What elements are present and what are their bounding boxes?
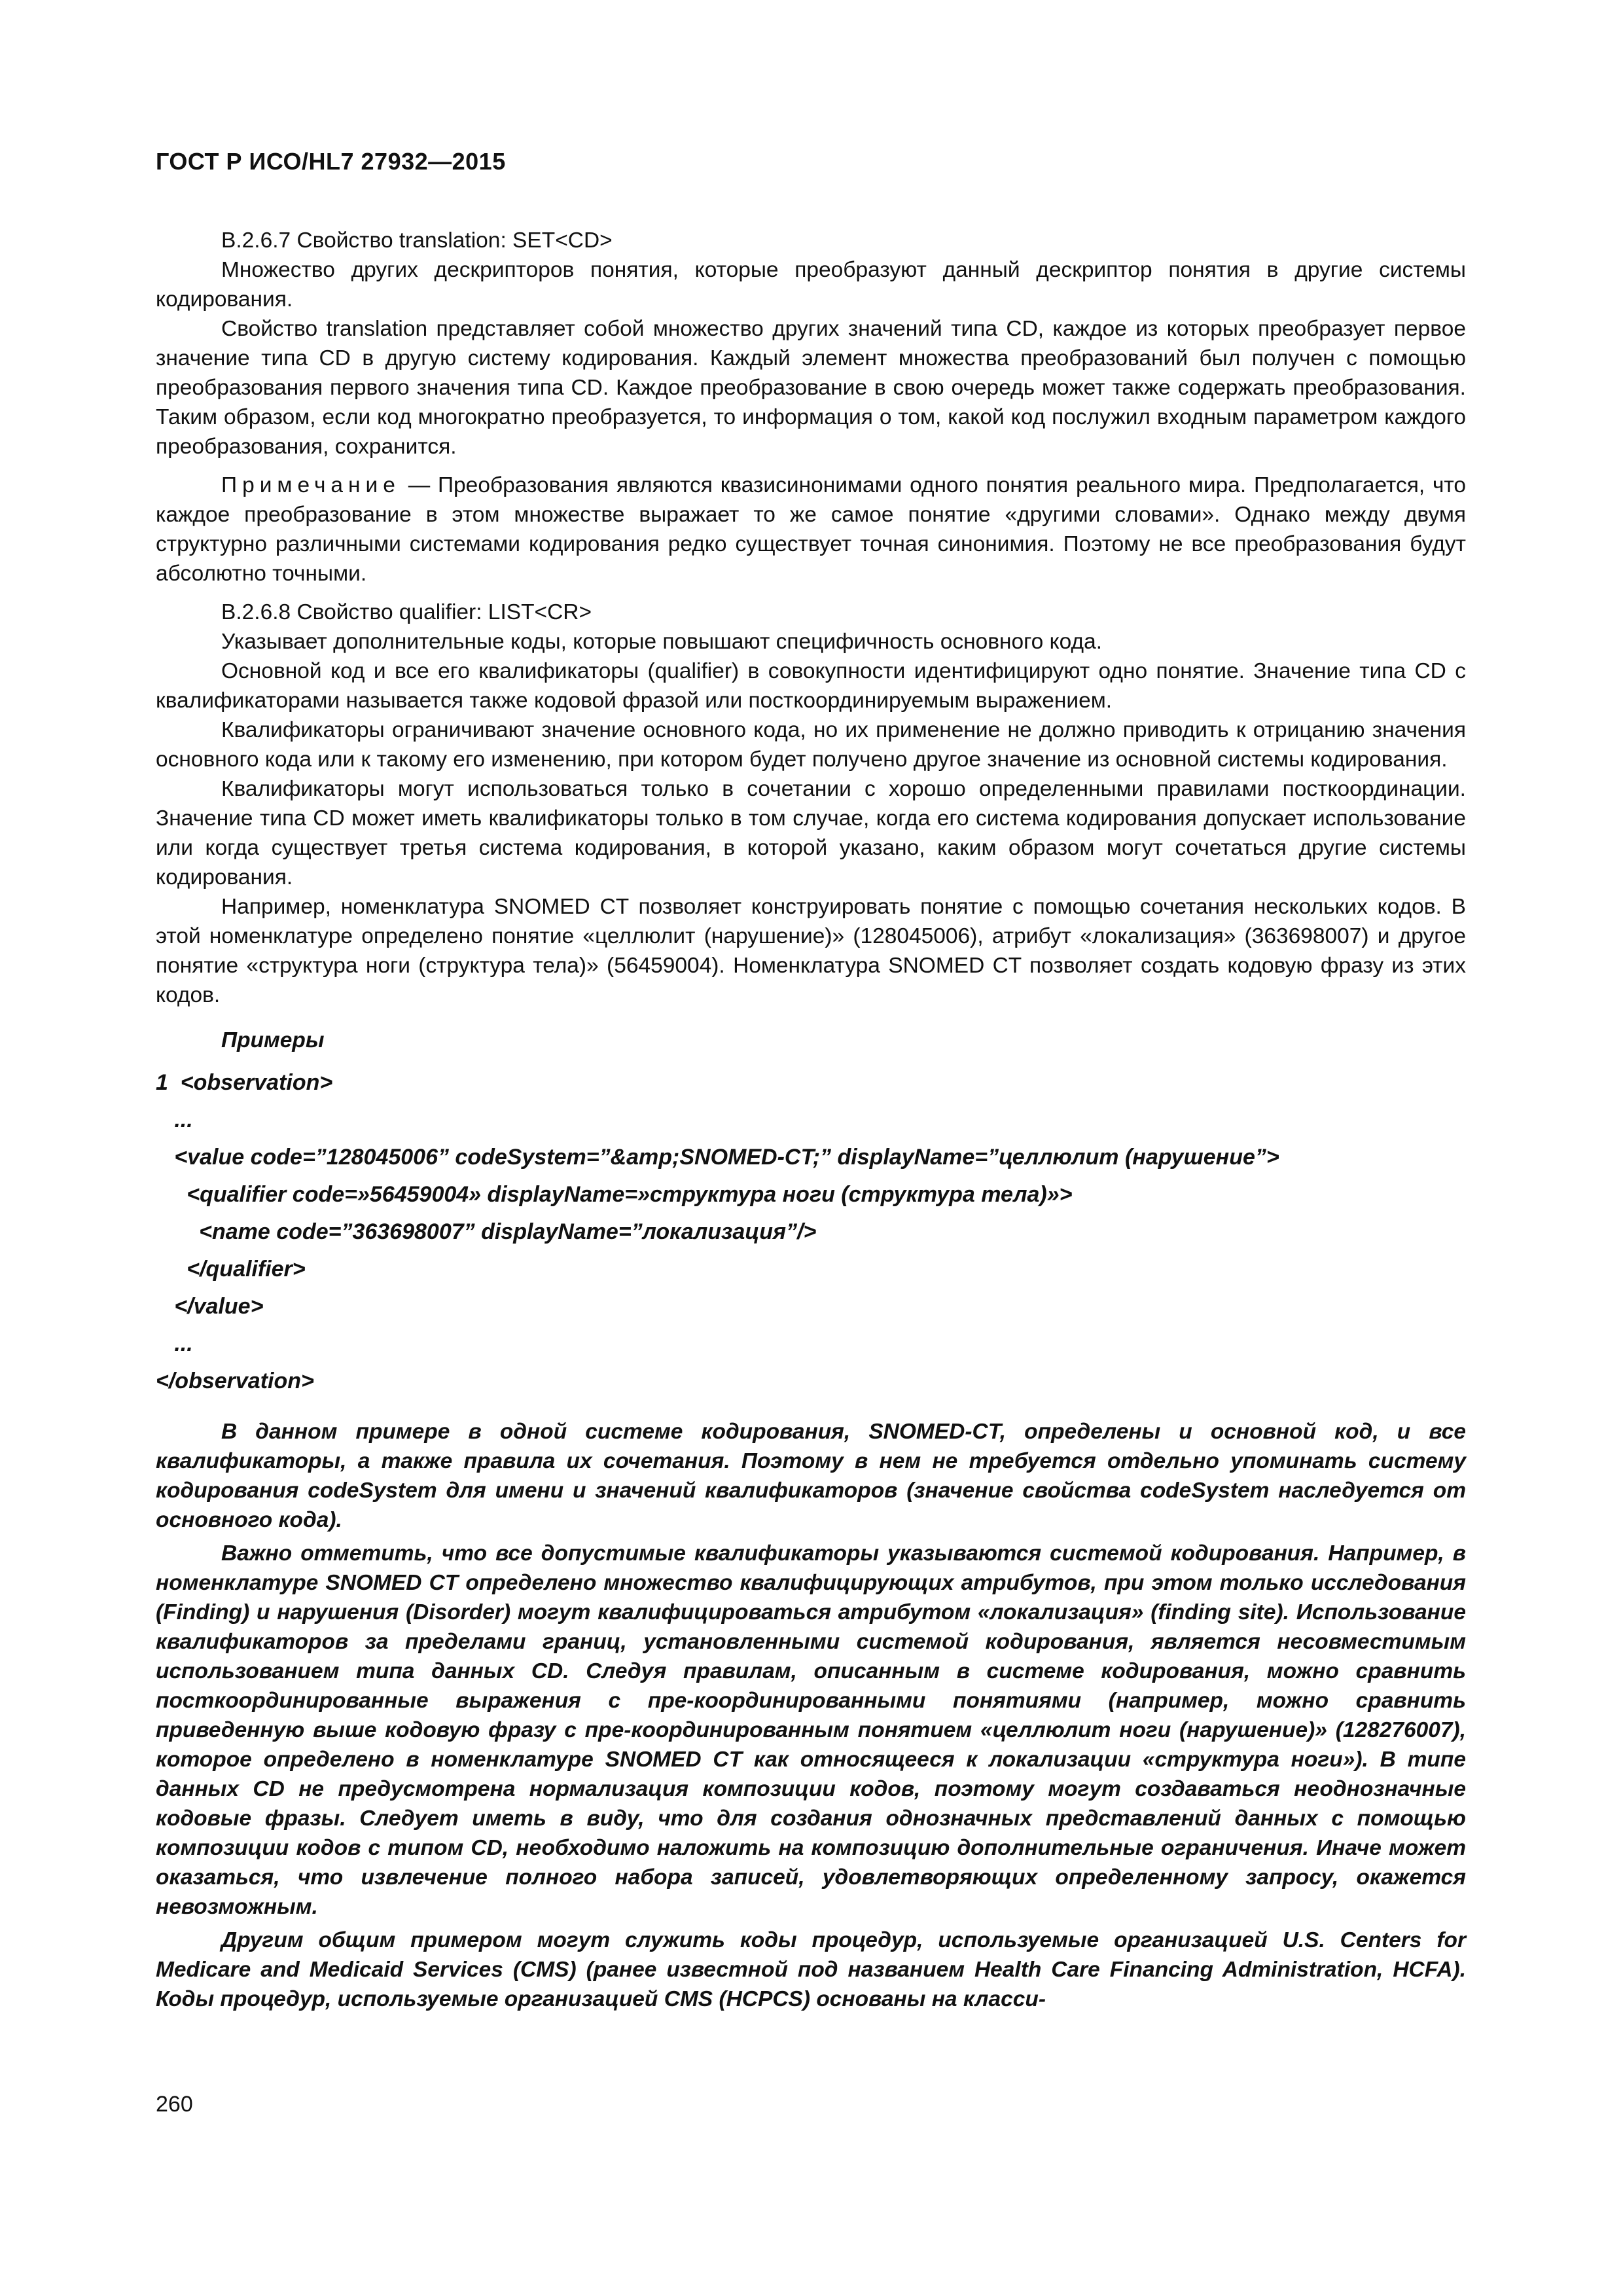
- paragraph: Свойство translation представляет собой множество других значений типа CD, каждое из которых преобразует первое значение типа CD в другую систему кодирования. Каждый элемент множества преобразований был получен с помощью преобразования первого значения типа CD. Каждое преобразование в свою очередь может также содержать преобразования. Таким образом, если код многократно преобразуется, то информация о том, какой код послужил входным параметром каждого преобразования, сохранится.: [156, 317, 1466, 459]
- page-number: 260: [156, 2092, 193, 2117]
- paragraph: Основной код и все его квалификаторы (qualifier) в совокупности идентифицируют одно понятие. Значение типа CD с квалификаторами называется также кодовой фразой или посткоординируемым выражением.: [156, 659, 1466, 713]
- code-line: </value>: [156, 1294, 264, 1319]
- code-line: ...: [156, 1107, 193, 1132]
- paragraph: Другим общим примером могут служить коды процедур, используемые организацией U.S. Centers for Medicare and Medicaid Services (CMS) (ранее известной под названием Health Care Financing Administration, HCFA). Коды процедур, используемые организацией CMS (HCPCS) основаны на класси-: [156, 1928, 1466, 2011]
- note-label: Примечание: [221, 473, 401, 497]
- note-paragraph: [156, 471, 1466, 588]
- section-heading-b267: В.2.6.7 Свойство translation: SET<CD>: [221, 228, 613, 253]
- code-example: [156, 1064, 1466, 1400]
- paragraph: В данном примере в одной системе кодирования, SNOMED-CT, определены и основной код, и все квалификаторы, а также правила их сочетания. Поэтому в нем не требуется отдельно упоминать систему кодирования codeSystem для имени и значений квалификаторов (значение свойства codeSystem наследуется от основного кода).: [156, 1420, 1466, 1532]
- standard-header: ГОСТ Р ИСО/HL7 27932—2015: [156, 148, 506, 175]
- code-line: </qualifier>: [156, 1257, 306, 1282]
- code-line: <qualifier code=»56459004» displayName=»структура ноги (структура тела)»>: [156, 1182, 1073, 1207]
- paragraph: Указывает дополнительные коды, которые повышают специфичность основного кода.: [221, 630, 1103, 654]
- paragraph: Например, номенклатура SNOMED CT позволяет конструировать понятие с помощью сочетания нескольких кодов. В этой номенклатуре определено понятие «целлюлит (нарушение)» (128045006), атрибут «локализация» (363698007) и другое понятие «структура ноги (структура тела)» (56459004). Номенклатура SNOMED CT позволяет создать кодовую фразу из этих кодов.: [156, 895, 1466, 1007]
- paragraph: Квалификаторы ограничивают значение основного кода, но их применение не должно приводить к отрицанию значения основного кода или к такому его изменению, при котором будет получено другое значение из основной системы кодирования.: [156, 718, 1466, 772]
- section-heading-b268: В.2.6.8 Свойство qualifier: LIST<CR>: [221, 600, 592, 624]
- code-line: <value code=”128045006” codeSystem=”&amp;SNOMED-CT;” displayName=”целлюлит (нарушение”>: [156, 1145, 1279, 1170]
- paragraph: Множество других дескрипторов понятия, которые преобразуют данный дескриптор понятия в другие системы кодирования.: [156, 258, 1466, 312]
- examples-title: Примеры: [221, 1028, 325, 1052]
- note-text: — Преобразования являются квазисинонимами одного понятия реального мира. Предполагается, что каждое преобразование в этом множестве выражает то же самое понятие «другими словами». Однако между двумя структурно различными системами кодирования редко существует точная синонимия. Поэтому не все преобразования будут абсолютно точными.: [156, 473, 1466, 586]
- code-line: </observation>: [156, 1369, 314, 1393]
- code-line: <name code=”363698007” displayName=”локализация”/>: [156, 1219, 817, 1244]
- code-line: 1 <observation>: [156, 1070, 333, 1095]
- paragraph: Важно отметить, что все допустимые квалификаторы указываются системой кодирования. Например, в номенклатуре SNOMED CT определено множество квалифицирующих атрибутов, при этом только исследования (Finding) и нарушения (Disorder) могут квалифицироваться атрибутом «локализация» (finding site). Использование квалификаторов за пределами границ, установленными системой кодирования, является несовместимым использованием типа данных CD. Следуя правилам, описанным в системе кодирования, можно сравнить посткоординированные выражения с пре-координированными понятиями (например, можно сравнить приведенную выше кодовую фразу с пре-координированным понятием «целлюлит ноги (нарушение)» (128276007), которое определено в номенклатуре SNOMED CT как относящееся к локализации «структура ноги»). В типе данных CD не предусмотрена нормализация композиции кодов, поэтому могут создаваться неоднозначные кодовые фразы. Следует иметь в виду, что для создания однозначных представлений данных с помощью композиции кодов с типом CD, необходимо наложить на композицию дополнительные ограничения. Иначе может оказаться, что извлечение полного набора записей, удовлетворяющих определенному запросу, окажется невозможным.: [156, 1541, 1466, 1919]
- code-line: ...: [156, 1331, 193, 1356]
- paragraph: Квалификаторы могут использоваться только в сочетании с хорошо определенными правилами посткоординации. Значение типа CD может иметь квалификаторы только в том случае, когда его система кодирования допускает использование или когда существует третья система кодирования, в которой указано, каким образом могут сочетаться другие системы кодирования.: [156, 777, 1466, 889]
- page-body: [156, 226, 1466, 2014]
- example-commentary: [156, 1417, 1466, 2014]
